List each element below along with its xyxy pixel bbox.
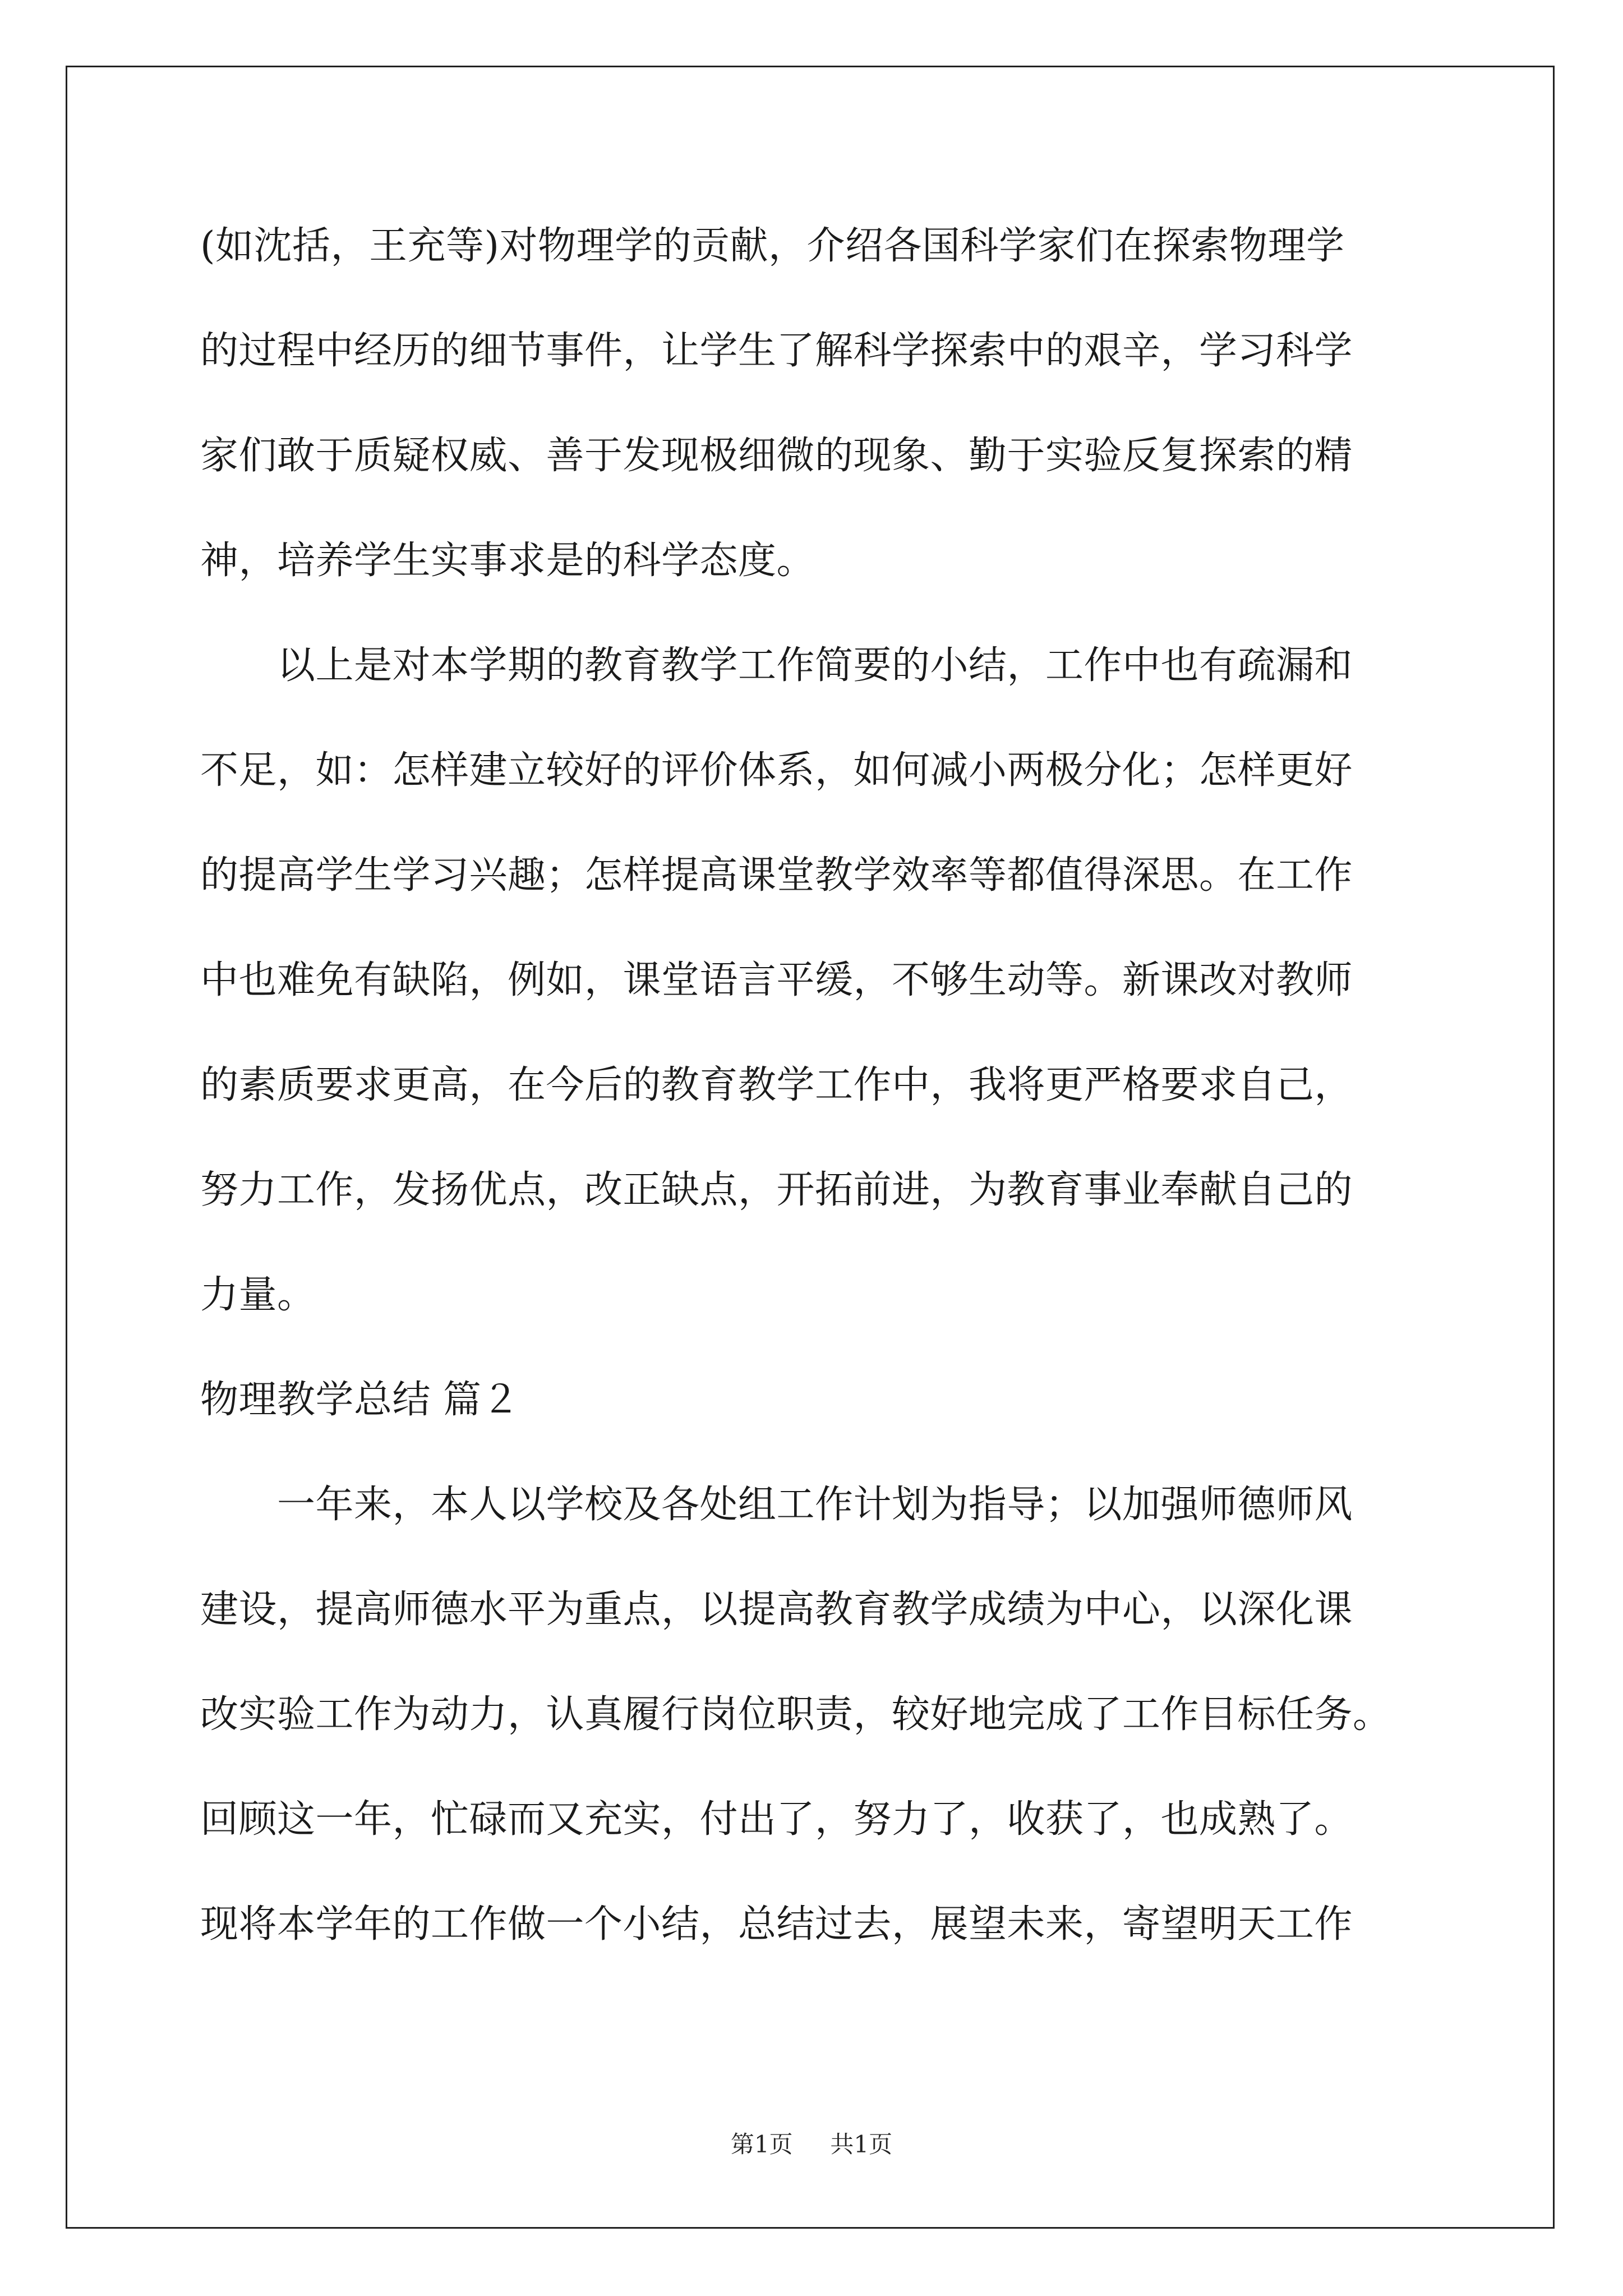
text-line: 改实验工作为动力，认真履行岗位职责，较好地完成了工作目标任务。 xyxy=(200,1692,1391,1737)
text-line: 神，培养学生实事求是的科学态度。 xyxy=(200,539,815,583)
text-line: 力量。 xyxy=(200,1273,316,1317)
text-line: 的素质要求更高，在今后的教育教学工作中，我将更严格要求自己， xyxy=(200,1063,1353,1107)
text-line: 中也难免有缺陷，例如，课堂语言平缓，不够生动等。新课改对教师 xyxy=(200,958,1353,1002)
text-line: 努力工作，发扬优点，改正缺点，开拓前进，为教育事业奉献自己的 xyxy=(200,1168,1353,1212)
text-line: 现将本学年的工作做一个小结，总结过去，展望未来，寄望明天工作 xyxy=(200,1902,1353,1947)
section-heading: 物理教学总结 篇２ xyxy=(200,1378,520,1422)
text-line: 的提高学生学习兴趣；怎样提高课堂教学效率等都值得深思。在工作 xyxy=(200,853,1353,898)
page-total: 共1页 xyxy=(830,2131,893,2158)
page-footer xyxy=(0,2126,1623,2160)
text-line: (如沈括，王充等)对物理学的贡献，介绍各国科学家们在探索物理学 xyxy=(200,224,1345,268)
text-line: 建设，提高师德水平为重点，以提高教育教学成绩为中心，以深化课 xyxy=(200,1588,1353,1632)
text-line: 以上是对本学期的教育教学工作简要的小结，工作中也有疏漏和 xyxy=(200,643,1353,688)
text-line: 家们敢于质疑权威、善于发现极细微的现象、勤于实验反复探索的精 xyxy=(200,434,1353,478)
text-line: 回顾这一年，忙碌而又充实，付出了，努力了，收获了，也成熟了。 xyxy=(200,1797,1353,1842)
text-line: 的过程中经历的细节事件，让学生了解科学探索中的艰辛，学习科学 xyxy=(200,329,1353,373)
text-line: 不足，如：怎样建立较好的评价体系，如何减小两极分化；怎样更好 xyxy=(200,748,1353,793)
text-line: 一年来，本人以学校及各处组工作计划为指导；以加强师德师风 xyxy=(200,1483,1353,1527)
page-number: 第1页 xyxy=(730,2131,793,2158)
